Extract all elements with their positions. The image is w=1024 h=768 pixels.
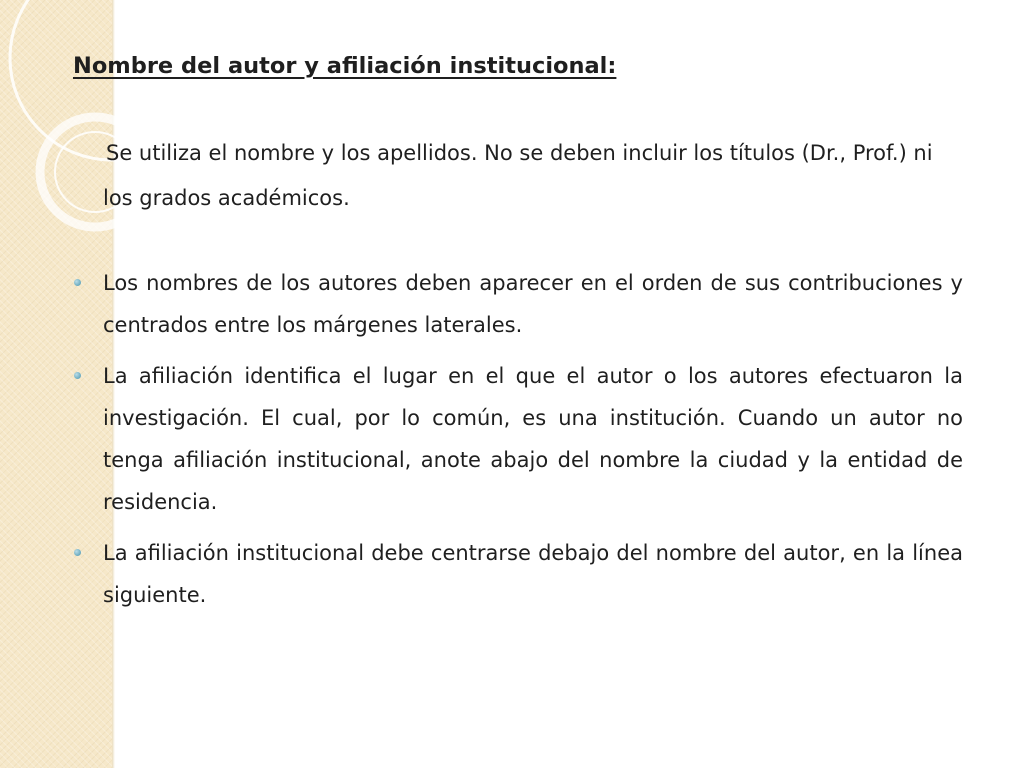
bullet-dot-icon — [74, 372, 81, 379]
slide-title: Nombre del autor y afiliación institucional: — [73, 53, 617, 79]
bullet-text: La afiliación identifica el lugar en el que el autor o los autores efectuaron la investigación. El cual, por lo común, es una institución. Cuando un autor no tenga afiliación institucional, anote abajo del nombre la ciudad y la entidad de residencia. — [103, 364, 963, 514]
intro-paragraph: Se utiliza el nombre y los apellidos. No se deben incluir los títulos (Dr., Prof.) ni los grados académicos. — [103, 141, 933, 210]
bullet-text: Los nombres de los autores deben aparecer en el orden de sus contribuciones y centrados entre los márgenes laterales. — [103, 271, 963, 337]
decorative-rings-icon — [0, 0, 200, 260]
list-item — [103, 355, 963, 523]
list-item — [103, 262, 963, 346]
bullet-dot-icon — [74, 549, 81, 556]
list-item — [103, 532, 963, 616]
bullet-list — [103, 262, 963, 625]
bullet-text: La afiliación institucional debe centrarse debajo del nombre del autor, en la línea siguiente. — [103, 541, 963, 607]
bullet-dot-icon — [74, 279, 81, 286]
